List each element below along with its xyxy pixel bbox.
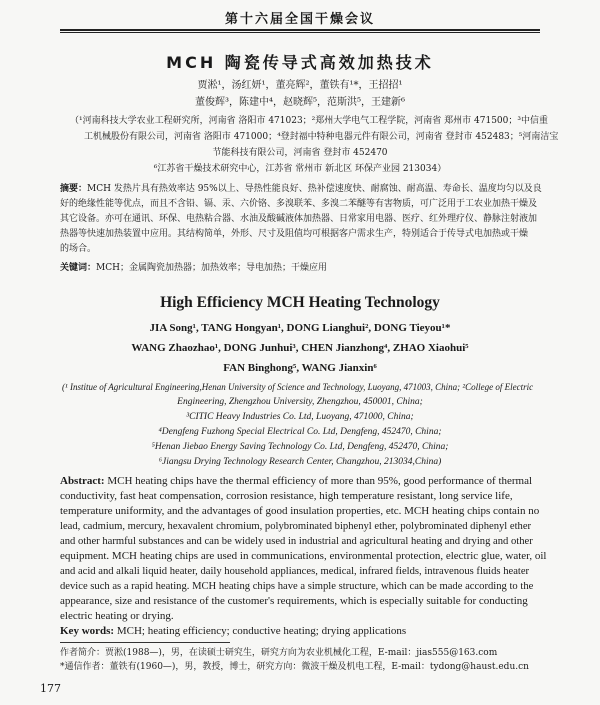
english-abstract-line3: temperature uniformity, and the advantages of good insulation properties, etc. MCH heating chips contain no bbox=[60, 505, 540, 517]
conference-header: 第十六届全国干燥会议 bbox=[224, 12, 375, 27]
english-abstract-line8: device such as a rapid heating. MCH heating chips have a simple structure, which can be made according to the bbox=[60, 581, 534, 592]
english-keywords: Key words: MCH; heating efficiency; conductive heating; drying applications bbox=[60, 625, 407, 637]
chinese-affiliation-line3: 节能科技有限公司，河南省 登封市 452470 bbox=[212, 148, 388, 158]
english-affiliation-line1: (¹ Institue of Agricultural Engineering,Henan University of Science and Technology, Luoyang, 471003, China; ²College of Electric bbox=[62, 382, 534, 392]
chinese-authors-line2: 董俊辉³，陈建中⁴，赵晓辉⁵，范斯洪⁵，王建新⁶ bbox=[194, 97, 406, 108]
footnote-corresponding-author: *通信作者：董铁有(1960—)，男，教授，博士，研究方向：微波干燥及机电工程，E-mail：tydong@haust.edu.cn bbox=[60, 662, 529, 672]
english-affiliation-line5: ⁵Henan Jiebao Energy Saving Technology Co. Ltd, Dengfeng, 452470, China; bbox=[151, 442, 449, 452]
chinese-affiliation-line2: 工机械股份有限公司，河南省 洛阳市 471000；⁴登封福中特种电器元件有限公司，河南省 登封市 452483；⁵河南洁宝 bbox=[84, 132, 559, 142]
chinese-authors-line1: 贾淞¹，汤红妍¹，董亮辉²，董铁有¹*，王招招¹ bbox=[197, 80, 403, 91]
english-authors-line1: JIA Song¹, TANG Hongyan¹, DONG Lianghui², DONG Tieyou¹* bbox=[149, 322, 451, 334]
chinese-abstract-line5: 的场合。 bbox=[60, 244, 97, 254]
english-abstract-line6: equipment. MCH heating chips are used in communications, environmental protection, electric glue, water, oil bbox=[60, 550, 547, 562]
english-abstract-line5: and other harmful substances and can be widely used in industrial and agricultural heating and drying and other bbox=[60, 536, 533, 547]
chinese-affiliation-line4: ⁶江苏省干燥技术研究中心，江苏省 常州市 新北区 环保产业园 213034） bbox=[153, 164, 447, 174]
header-rule bbox=[60, 29, 540, 31]
footnote-rule bbox=[60, 642, 230, 643]
chinese-keywords-label: 关键词： bbox=[60, 263, 97, 273]
chinese-abstract-line4: 热器等快速加热装置中应用。其结构简单，外形、尺寸及阻值均可根据客户需求生产，特别适合于传导式电加热或干燥 bbox=[60, 229, 529, 239]
english-affiliation-line4: ⁴Dengfeng Fuzhong Special Electrical Co. Ltd, Dengfeng, 452470, China; bbox=[158, 427, 442, 437]
english-abstract-line1: Abstract: MCH heating chips have the thermal efficiency of more than 95%, good performance of thermal bbox=[60, 475, 533, 487]
chinese-title: MCH 陶瓷传导式高效加热技术 bbox=[166, 53, 434, 72]
english-affiliation-line2: Engineering, Zhengzhou University, Zhengzhou, 450001, China; bbox=[177, 397, 423, 407]
english-authors-line3: FAN Binghong⁵, WANG Jianxin⁶ bbox=[223, 362, 377, 374]
chinese-abstract-line2: 好的绝缘性能等优点，而且不含铅、镉、汞、六价铬、多溴联苯、多溴二苯醚等有害物质，可广泛用于工农业加热干燥及 bbox=[60, 199, 538, 209]
header-rule-thin bbox=[60, 32, 540, 33]
english-authors-line2: WANG Zhaozhao¹, DONG Junhui³, CHEN Jianzhong⁴, ZHAO Xiaohui⁵ bbox=[131, 342, 469, 354]
footnote-author-intro: 作者简介：贾淞(1988—)，男，在读硕士研究生，研究方向为农业机械化工程，E-mail：jias555@163.com bbox=[60, 648, 498, 658]
english-abstract-line10: electric heating or drying. bbox=[60, 610, 174, 622]
english-abstract-line9: appearance, size and resistance of the customer's requirements, which is especially suitable for conducting bbox=[60, 595, 528, 607]
english-title: High Efficiency MCH Heating Technology bbox=[160, 294, 440, 311]
english-abstract-line7: and acid and alkali liquid heater, daily household appliances, medical, infrared fields, intravenous fluids heater bbox=[60, 566, 530, 577]
english-keywords-label: Key words: bbox=[60, 625, 115, 637]
page-number: 177 bbox=[40, 682, 61, 695]
english-affiliation-line6: ⁶Jiangsu Drying Technology Research Center, Changzhou, 213034,China) bbox=[158, 457, 442, 467]
chinese-keywords: 关键词：MCH；金属陶瓷加热器；加热效率；导电加热；干燥应用 bbox=[60, 263, 327, 273]
chinese-affiliation-line1: （¹河南科技大学农业工程研究所，河南省 洛阳市 471023；²郑州大学电气工程学院，河南省 郑州市 471500；³中信重 bbox=[70, 116, 548, 126]
chinese-abstract-line3: 其它设备。亦可在通讯、环保、电热粘合器、水油及酸碱液体加热器、日常家用电器、医疗、红外理疗仪、静脉注射液加 bbox=[60, 214, 538, 224]
chinese-abstract-line1: 摘要：MCH 发热片具有热效率达 95%以上、导热性能良好、热补偿速度快、耐腐蚀、耐高温、寿命长、温度均匀以及良 bbox=[60, 184, 542, 194]
chinese-abstract-label: 摘要： bbox=[60, 184, 88, 194]
english-affiliation-line3: ³CITIC Heavy Industries Co. Ltd, Luoyang, 471000, China; bbox=[186, 412, 414, 422]
english-abstract-line4: lead, cadmium, mercury, hexavalent chromium, polybrominated biphenyl ether, polybrominated diphenyl ether bbox=[60, 521, 532, 532]
english-abstract-label: Abstract: bbox=[60, 475, 105, 487]
english-abstract-line2: conductivity, fast heat compensation, corrosion resistance, high temperature resistant, long service life, bbox=[60, 490, 513, 502]
